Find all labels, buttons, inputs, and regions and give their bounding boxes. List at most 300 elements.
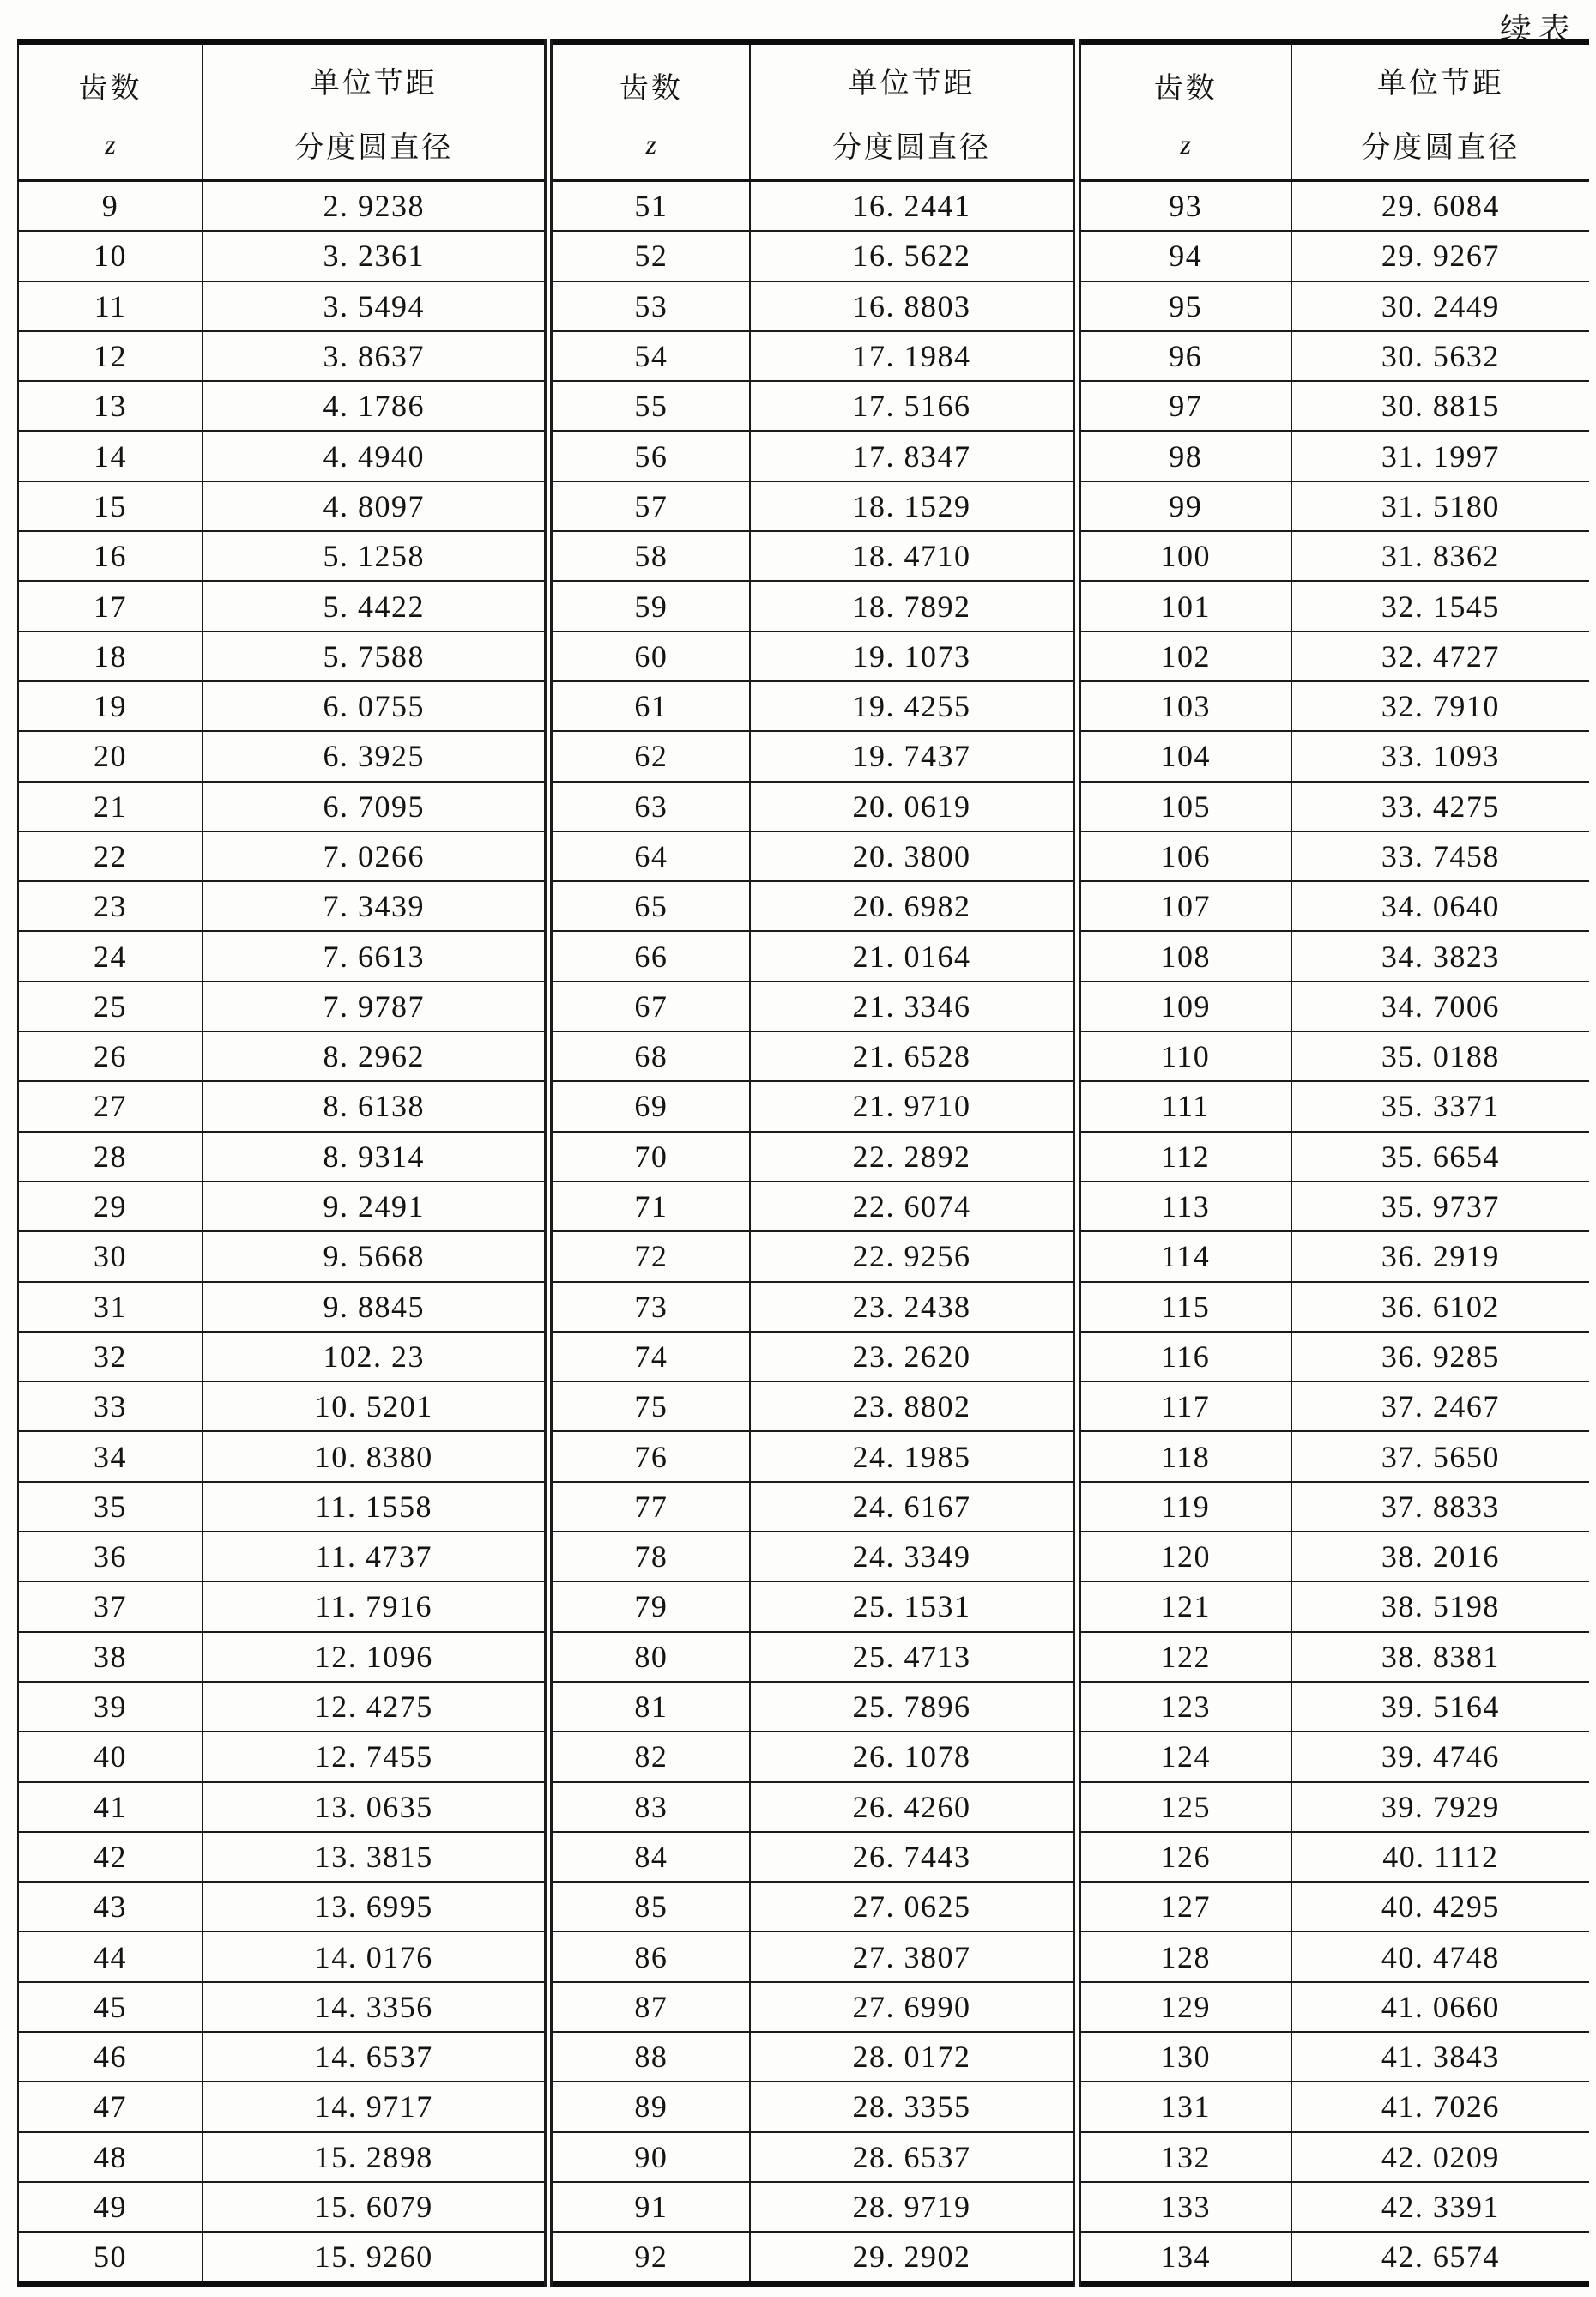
pitch-diameter-cell: 31. 5180 <box>1291 481 1589 531</box>
pitch-diameter-cell: 102. 23 <box>203 1332 548 1381</box>
pitch-diameter-cell: 36. 6102 <box>1291 1282 1589 1332</box>
pitch-diameter-cell: 37. 5650 <box>1291 1431 1589 1481</box>
table-row <box>18 1182 1589 1231</box>
tooth-count-cell: 93 <box>1077 181 1291 232</box>
pitch-diameter-cell: 10. 8380 <box>203 1431 548 1481</box>
tooth-count-cell: 129 <box>1077 1982 1291 2032</box>
tooth-count-cell: 41 <box>18 1782 203 1832</box>
tooth-count-cell: 45 <box>18 1982 203 2032</box>
tooth-count-cell: 71 <box>548 1182 750 1231</box>
tooth-count-cell: 46 <box>18 2032 203 2082</box>
tooth-count-cell: 73 <box>548 1282 750 1332</box>
tooth-count-cell: 117 <box>1077 1381 1291 1431</box>
table-row <box>18 481 1589 531</box>
tooth-count-cell: 94 <box>1077 231 1291 281</box>
pitch-diameter-cell: 7. 9787 <box>203 982 548 1031</box>
pitch-diameter-cell: 22. 6074 <box>750 1182 1076 1231</box>
pitch-diameter-cell: 6. 0755 <box>203 681 548 731</box>
pitch-diameter-cell: 39. 5164 <box>1291 1682 1589 1732</box>
tooth-count-cell: 69 <box>548 1081 750 1131</box>
tooth-count-cell: 26 <box>18 1031 203 1081</box>
tooth-count-cell: 85 <box>548 1882 750 1931</box>
tooth-count-cell: 72 <box>548 1231 750 1281</box>
pitch-diameter-cell: 18. 7892 <box>750 581 1076 631</box>
table-row <box>18 632 1589 681</box>
pitch-diameter-cell: 9. 2491 <box>203 1182 548 1231</box>
pitch-diameter-cell: 39. 7929 <box>1291 1782 1589 1832</box>
pitch-diameter-cell: 29. 2902 <box>750 2232 1076 2284</box>
pitch-diameter-cell: 20. 6982 <box>750 881 1076 931</box>
tooth-count-cell: 37 <box>18 1581 203 1631</box>
pitch-diameter-cell: 24. 3349 <box>750 1532 1076 1581</box>
table-row <box>18 1332 1589 1381</box>
tooth-count-cell: 133 <box>1077 2182 1291 2232</box>
tooth-count-cell: 50 <box>18 2232 203 2284</box>
pitch-diameter-cell: 4. 4940 <box>203 431 548 481</box>
pitch-diameter-cell: 17. 5166 <box>750 381 1076 431</box>
tooth-count-cell: 112 <box>1077 1132 1291 1182</box>
tooth-count-cell: 52 <box>548 231 750 281</box>
tooth-count-cell: 33 <box>18 1381 203 1431</box>
continued-table-label: 续表 <box>1500 13 1577 48</box>
header-pitch-diameter-1 <box>203 43 548 181</box>
tooth-count-cell: 75 <box>548 1381 750 1431</box>
pitch-diameter-cell: 9. 8845 <box>203 1282 548 1332</box>
tooth-count-cell: 43 <box>18 1882 203 1931</box>
pitch-diameter-label-line1: 单位节距 <box>310 68 438 100</box>
tooth-count-cell: 18 <box>18 632 203 681</box>
pitch-diameter-cell: 14. 3356 <box>203 1982 548 2032</box>
pitch-diameter-cell: 31. 8362 <box>1291 531 1589 581</box>
tooth-count-cell: 27 <box>18 1081 203 1131</box>
pitch-diameter-cell: 14. 6537 <box>203 2032 548 2082</box>
tooth-count-cell: 111 <box>1077 1081 1291 1131</box>
pitch-diameter-cell: 14. 9717 <box>203 2082 548 2131</box>
table-row <box>18 1581 1589 1631</box>
pitch-diameter-cell: 7. 6613 <box>203 931 548 981</box>
table-row <box>18 1482 1589 1532</box>
pitch-diameter-cell: 34. 3823 <box>1291 931 1589 981</box>
tooth-count-cell: 79 <box>548 1581 750 1631</box>
pitch-diameter-cell: 7. 0266 <box>203 831 548 881</box>
table-row <box>18 2032 1589 2082</box>
pitch-diameter-cell: 33. 1093 <box>1291 731 1589 781</box>
pitch-diameter-cell: 22. 2892 <box>750 1132 1076 1182</box>
tooth-count-cell: 49 <box>18 2182 203 2232</box>
tooth-count-cell: 132 <box>1077 2132 1291 2182</box>
pitch-diameter-cell: 21. 0164 <box>750 931 1076 981</box>
tooth-count-cell: 128 <box>1077 1931 1291 1981</box>
table-row <box>18 782 1589 831</box>
tooth-count-cell: 76 <box>548 1431 750 1481</box>
tooth-count-label: 齿数 <box>78 73 142 105</box>
tooth-count-cell: 119 <box>1077 1482 1291 1532</box>
tooth-count-cell: 58 <box>548 531 750 581</box>
tooth-count-cell: 59 <box>548 581 750 631</box>
tooth-count-cell: 65 <box>548 881 750 931</box>
tooth-count-cell: 12 <box>18 331 203 381</box>
tooth-count-cell: 25 <box>18 982 203 1031</box>
tooth-count-cell: 98 <box>1077 431 1291 481</box>
tooth-count-cell: 115 <box>1077 1282 1291 1332</box>
tooth-count-cell: 38 <box>18 1632 203 1682</box>
table-row <box>18 1132 1589 1182</box>
table-row <box>18 831 1589 881</box>
pitch-diameter-cell: 23. 2620 <box>750 1332 1076 1381</box>
tooth-count-cell: 17 <box>18 581 203 631</box>
table-row <box>18 931 1589 981</box>
tooth-count-cell: 123 <box>1077 1682 1291 1732</box>
header-tooth-count-1 <box>18 43 203 181</box>
pitch-diameter-cell: 37. 2467 <box>1291 1381 1589 1431</box>
tooth-count-cell: 134 <box>1077 2232 1291 2284</box>
pitch-diameter-cell: 12. 4275 <box>203 1682 548 1732</box>
tooth-count-cell: 100 <box>1077 531 1291 581</box>
table-row <box>18 231 1589 281</box>
gear-pitch-diameter-table <box>17 39 1589 2287</box>
tooth-count-cell: 21 <box>18 782 203 831</box>
tooth-count-cell: 13 <box>18 381 203 431</box>
tooth-count-cell: 62 <box>548 731 750 781</box>
tooth-count-cell: 120 <box>1077 1532 1291 1581</box>
pitch-diameter-cell: 28. 6537 <box>750 2132 1076 2182</box>
tooth-count-cell: 11 <box>18 281 203 331</box>
tooth-count-cell: 131 <box>1077 2082 1291 2131</box>
pitch-diameter-cell: 39. 4746 <box>1291 1732 1589 1781</box>
pitch-diameter-cell: 27. 3807 <box>750 1931 1076 1981</box>
tooth-count-cell: 22 <box>18 831 203 881</box>
table-row <box>18 1231 1589 1281</box>
pitch-diameter-cell: 41. 0660 <box>1291 1982 1589 2032</box>
tooth-count-cell: 106 <box>1077 831 1291 881</box>
pitch-diameter-cell: 4. 8097 <box>203 481 548 531</box>
pitch-diameter-cell: 22. 9256 <box>750 1231 1076 1281</box>
tooth-count-cell: 34 <box>18 1431 203 1481</box>
table-row <box>18 982 1589 1031</box>
pitch-diameter-cell: 10. 5201 <box>203 1381 548 1431</box>
table-row <box>18 381 1589 431</box>
header-row <box>18 43 1589 181</box>
tooth-count-cell: 109 <box>1077 982 1291 1031</box>
tooth-count-cell: 90 <box>548 2132 750 2182</box>
tooth-count-cell: 55 <box>548 381 750 431</box>
pitch-diameter-cell: 13. 3815 <box>203 1832 548 1882</box>
table-row <box>18 1732 1589 1781</box>
pitch-diameter-cell: 18. 4710 <box>750 531 1076 581</box>
header-tooth-count-2 <box>548 43 750 181</box>
tooth-count-symbol: z <box>645 129 657 160</box>
pitch-diameter-cell: 34. 0640 <box>1291 881 1589 931</box>
pitch-diameter-cell: 21. 9710 <box>750 1081 1076 1131</box>
tooth-count-cell: 101 <box>1077 581 1291 631</box>
pitch-diameter-cell: 20. 0619 <box>750 782 1076 831</box>
pitch-diameter-cell: 23. 8802 <box>750 1381 1076 1431</box>
pitch-diameter-cell: 3. 8637 <box>203 331 548 381</box>
pitch-diameter-cell: 6. 3925 <box>203 731 548 781</box>
pitch-diameter-cell: 16. 2441 <box>750 181 1076 232</box>
table-row <box>18 1782 1589 1832</box>
pitch-diameter-cell: 25. 7896 <box>750 1682 1076 1732</box>
table-row <box>18 1431 1589 1481</box>
tooth-count-cell: 44 <box>18 1931 203 1981</box>
pitch-diameter-cell: 35. 0188 <box>1291 1031 1589 1081</box>
pitch-diameter-cell: 26. 4260 <box>750 1782 1076 1832</box>
pitch-diameter-cell: 23. 2438 <box>750 1282 1076 1332</box>
table-row <box>18 281 1589 331</box>
tooth-count-cell: 78 <box>548 1532 750 1581</box>
tooth-count-cell: 74 <box>548 1332 750 1381</box>
pitch-diameter-cell: 38. 8381 <box>1291 1632 1589 1682</box>
tooth-count-cell: 108 <box>1077 931 1291 981</box>
pitch-diameter-cell: 38. 5198 <box>1291 1581 1589 1631</box>
pitch-diameter-cell: 35. 6654 <box>1291 1132 1589 1182</box>
tooth-count-cell: 91 <box>548 2182 750 2232</box>
table-row <box>18 2082 1589 2131</box>
pitch-diameter-cell: 28. 3355 <box>750 2082 1076 2131</box>
tooth-count-cell: 66 <box>548 931 750 981</box>
header-pitch-diameter-3 <box>1291 43 1589 181</box>
pitch-diameter-cell: 37. 8833 <box>1291 1482 1589 1532</box>
pitch-diameter-cell: 19. 4255 <box>750 681 1076 731</box>
tooth-count-cell: 56 <box>548 431 750 481</box>
pitch-diameter-cell: 31. 1997 <box>1291 431 1589 481</box>
tooth-count-label: 齿数 <box>619 73 683 105</box>
tooth-count-cell: 103 <box>1077 681 1291 731</box>
pitch-diameter-cell: 24. 6167 <box>750 1482 1076 1532</box>
tooth-count-cell: 63 <box>548 782 750 831</box>
table-row <box>18 1532 1589 1581</box>
tooth-count-cell: 118 <box>1077 1431 1291 1481</box>
tooth-count-cell: 48 <box>18 2132 203 2182</box>
table-row <box>18 2132 1589 2182</box>
tooth-count-symbol: z <box>1180 129 1191 160</box>
tooth-count-cell: 89 <box>548 2082 750 2131</box>
table-row <box>18 1282 1589 1332</box>
tooth-count-cell: 35 <box>18 1482 203 1532</box>
tooth-count-cell: 36 <box>18 1532 203 1581</box>
tooth-count-cell: 28 <box>18 1132 203 1182</box>
pitch-diameter-cell: 19. 7437 <box>750 731 1076 781</box>
pitch-diameter-cell: 42. 3391 <box>1291 2182 1589 2232</box>
tooth-count-cell: 102 <box>1077 632 1291 681</box>
pitch-diameter-cell: 5. 7588 <box>203 632 548 681</box>
tooth-count-cell: 88 <box>548 2032 750 2082</box>
pitch-diameter-label-line1: 单位节距 <box>848 68 976 100</box>
pitch-diameter-cell: 19. 1073 <box>750 632 1076 681</box>
pitch-diameter-cell: 42. 0209 <box>1291 2132 1589 2182</box>
pitch-diameter-label-line1: 单位节距 <box>1376 68 1504 100</box>
pitch-diameter-cell: 35. 3371 <box>1291 1081 1589 1131</box>
tooth-count-cell: 60 <box>548 632 750 681</box>
tooth-count-cell: 40 <box>18 1732 203 1781</box>
pitch-diameter-cell: 27. 6990 <box>750 1982 1076 2032</box>
header-pitch-diameter-2 <box>750 43 1076 181</box>
table-row <box>18 1081 1589 1131</box>
pitch-diameter-label-line2: 分度圆直径 <box>832 132 992 164</box>
tooth-count-cell: 99 <box>1077 481 1291 531</box>
tooth-count-cell: 47 <box>18 2082 203 2131</box>
pitch-diameter-cell: 36. 2919 <box>1291 1231 1589 1281</box>
pitch-diameter-cell: 3. 5494 <box>203 281 548 331</box>
tooth-count-cell: 68 <box>548 1031 750 1081</box>
pitch-diameter-cell: 18. 1529 <box>750 481 1076 531</box>
pitch-diameter-cell: 2. 9238 <box>203 181 548 232</box>
pitch-diameter-label-line2: 分度圆直径 <box>294 132 454 164</box>
tooth-count-cell: 29 <box>18 1182 203 1231</box>
table-row <box>18 731 1589 781</box>
tooth-count-label: 齿数 <box>1153 73 1218 105</box>
tooth-count-cell: 32 <box>18 1332 203 1381</box>
pitch-diameter-cell: 12. 1096 <box>203 1632 548 1682</box>
pitch-diameter-cell: 14. 0176 <box>203 1931 548 1981</box>
pitch-diameter-cell: 27. 0625 <box>750 1882 1076 1931</box>
pitch-diameter-cell: 8. 9314 <box>203 1132 548 1182</box>
tooth-count-cell: 23 <box>18 881 203 931</box>
pitch-diameter-cell: 41. 7026 <box>1291 2082 1589 2131</box>
tooth-count-cell: 86 <box>548 1931 750 1981</box>
table-row <box>18 1381 1589 1431</box>
table-row <box>18 581 1589 631</box>
tooth-count-cell: 42 <box>18 1832 203 1882</box>
pitch-diameter-cell: 9. 5668 <box>203 1231 548 1281</box>
tooth-count-cell: 82 <box>548 1732 750 1781</box>
tooth-count-cell: 121 <box>1077 1581 1291 1631</box>
tooth-count-cell: 95 <box>1077 281 1291 331</box>
pitch-diameter-cell: 24. 1985 <box>750 1431 1076 1481</box>
tooth-count-cell: 20 <box>18 731 203 781</box>
pitch-diameter-cell: 25. 1531 <box>750 1581 1076 1631</box>
table-row <box>18 2182 1589 2232</box>
table-row <box>18 181 1589 232</box>
table-row <box>18 1832 1589 1882</box>
tooth-count-cell: 96 <box>1077 331 1291 381</box>
pitch-diameter-cell: 32. 4727 <box>1291 632 1589 681</box>
tooth-count-symbol: z <box>105 129 116 160</box>
tooth-count-cell: 130 <box>1077 2032 1291 2082</box>
pitch-diameter-cell: 21. 6528 <box>750 1031 1076 1081</box>
tooth-count-cell: 39 <box>18 1682 203 1732</box>
pitch-diameter-cell: 33. 7458 <box>1291 831 1589 881</box>
tooth-count-cell: 124 <box>1077 1732 1291 1781</box>
pitch-diameter-cell: 25. 4713 <box>750 1632 1076 1682</box>
pitch-diameter-cell: 21. 3346 <box>750 982 1076 1031</box>
tooth-count-cell: 113 <box>1077 1182 1291 1231</box>
pitch-diameter-cell: 6. 7095 <box>203 782 548 831</box>
pitch-diameter-cell: 11. 1558 <box>203 1482 548 1532</box>
pitch-diameter-cell: 30. 8815 <box>1291 381 1589 431</box>
pitch-diameter-cell: 35. 9737 <box>1291 1182 1589 1231</box>
tooth-count-cell: 10 <box>18 231 203 281</box>
table-row <box>18 2232 1589 2284</box>
table-row <box>18 881 1589 931</box>
table-row <box>18 431 1589 481</box>
pitch-diameter-cell: 13. 6995 <box>203 1882 548 1931</box>
table-row <box>18 1982 1589 2032</box>
tooth-count-cell: 77 <box>548 1482 750 1532</box>
pitch-diameter-cell: 40. 4295 <box>1291 1882 1589 1931</box>
pitch-diameter-cell: 20. 3800 <box>750 831 1076 881</box>
tooth-count-cell: 83 <box>548 1782 750 1832</box>
tooth-count-cell: 127 <box>1077 1882 1291 1931</box>
table-row <box>18 1632 1589 1682</box>
pitch-diameter-cell: 8. 6138 <box>203 1081 548 1131</box>
tooth-count-cell: 116 <box>1077 1332 1291 1381</box>
pitch-diameter-cell: 32. 1545 <box>1291 581 1589 631</box>
pitch-diameter-cell: 17. 1984 <box>750 331 1076 381</box>
pitch-diameter-cell: 36. 9285 <box>1291 1332 1589 1381</box>
tooth-count-cell: 19 <box>18 681 203 731</box>
pitch-diameter-cell: 4. 1786 <box>203 381 548 431</box>
pitch-diameter-cell: 40. 4748 <box>1291 1931 1589 1981</box>
tooth-count-cell: 122 <box>1077 1632 1291 1682</box>
header-tooth-count-3 <box>1077 43 1291 181</box>
pitch-diameter-cell: 12. 7455 <box>203 1732 548 1781</box>
pitch-diameter-cell: 33. 4275 <box>1291 782 1589 831</box>
pitch-diameter-cell: 17. 8347 <box>750 431 1076 481</box>
pitch-diameter-cell: 40. 1112 <box>1291 1832 1589 1882</box>
tooth-count-cell: 70 <box>548 1132 750 1182</box>
tooth-count-cell: 24 <box>18 931 203 981</box>
pitch-diameter-cell: 26. 1078 <box>750 1732 1076 1781</box>
tooth-count-cell: 9 <box>18 181 203 232</box>
tooth-count-cell: 104 <box>1077 731 1291 781</box>
tooth-count-cell: 30 <box>18 1231 203 1281</box>
tooth-count-cell: 61 <box>548 681 750 731</box>
pitch-diameter-cell: 15. 2898 <box>203 2132 548 2182</box>
pitch-diameter-cell: 5. 1258 <box>203 531 548 581</box>
table-row <box>18 1682 1589 1732</box>
pitch-diameter-cell: 7. 3439 <box>203 881 548 931</box>
pitch-diameter-cell: 34. 7006 <box>1291 982 1589 1031</box>
tooth-count-cell: 114 <box>1077 1231 1291 1281</box>
tooth-count-cell: 51 <box>548 181 750 232</box>
pitch-diameter-cell: 8. 2962 <box>203 1031 548 1081</box>
table-row <box>18 331 1589 381</box>
tooth-count-cell: 31 <box>18 1282 203 1332</box>
tooth-count-cell: 15 <box>18 481 203 531</box>
tooth-count-cell: 97 <box>1077 381 1291 431</box>
pitch-diameter-cell: 11. 4737 <box>203 1532 548 1581</box>
tooth-count-cell: 87 <box>548 1982 750 2032</box>
pitch-diameter-cell: 28. 0172 <box>750 2032 1076 2082</box>
pitch-diameter-cell: 29. 6084 <box>1291 181 1589 232</box>
tooth-count-cell: 80 <box>548 1632 750 1682</box>
tooth-count-cell: 53 <box>548 281 750 331</box>
pitch-diameter-label-line2: 分度圆直径 <box>1361 132 1520 164</box>
table-row <box>18 1931 1589 1981</box>
pitch-diameter-cell: 29. 9267 <box>1291 231 1589 281</box>
tooth-count-cell: 54 <box>548 331 750 381</box>
tooth-count-cell: 84 <box>548 1832 750 1882</box>
pitch-diameter-cell: 26. 7443 <box>750 1832 1076 1882</box>
table-row <box>18 1882 1589 1931</box>
pitch-diameter-cell: 41. 3843 <box>1291 2032 1589 2082</box>
tooth-count-cell: 57 <box>548 481 750 531</box>
tooth-count-cell: 16 <box>18 531 203 581</box>
tooth-count-cell: 126 <box>1077 1832 1291 1882</box>
pitch-diameter-cell: 16. 8803 <box>750 281 1076 331</box>
pitch-diameter-cell: 32. 7910 <box>1291 681 1589 731</box>
table-row <box>18 531 1589 581</box>
tooth-count-cell: 67 <box>548 982 750 1031</box>
pitch-diameter-cell: 11. 7916 <box>203 1581 548 1631</box>
pitch-diameter-cell: 13. 0635 <box>203 1782 548 1832</box>
tooth-count-cell: 105 <box>1077 782 1291 831</box>
tooth-count-cell: 107 <box>1077 881 1291 931</box>
pitch-diameter-cell: 30. 2449 <box>1291 281 1589 331</box>
pitch-diameter-cell: 28. 9719 <box>750 2182 1076 2232</box>
pitch-diameter-cell: 15. 9260 <box>203 2232 548 2284</box>
